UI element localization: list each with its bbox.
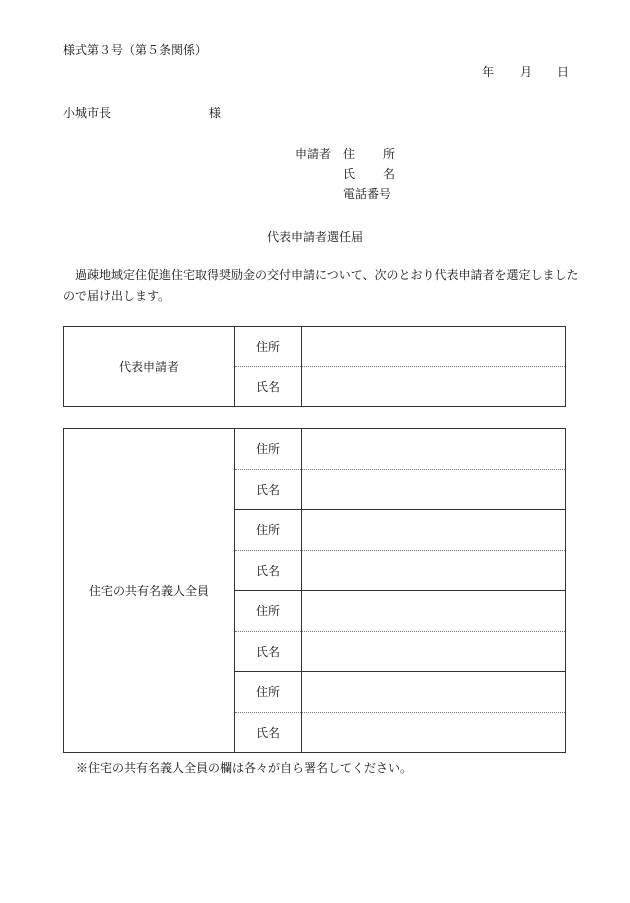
- date-year-label: 年: [482, 65, 495, 79]
- name-field[interactable]: [302, 631, 566, 672]
- date-month-label: 月: [520, 65, 533, 79]
- representative-group-label: 代表申請者: [64, 327, 235, 407]
- addressee-suffix: 様: [209, 106, 222, 120]
- name-label: 氏名: [235, 712, 302, 753]
- applicant-label: 申請者: [295, 147, 332, 161]
- applicant-name-label: 氏 名: [343, 167, 395, 181]
- co-owners-group-label: 住宅の共有名義人全員: [64, 429, 235, 753]
- footnote: ※住宅の共有名義人全員の欄は各々が自ら署名してください。: [76, 761, 413, 775]
- date-day-label: 日: [557, 65, 570, 79]
- address-label: 住所: [235, 510, 302, 551]
- address-field[interactable]: [302, 510, 566, 551]
- applicant-phone-label: 電話番号: [343, 187, 392, 201]
- table-row: [64, 429, 566, 470]
- name-label: 氏名: [235, 550, 302, 591]
- name-label: 氏名: [235, 469, 302, 510]
- name-label: 氏名: [235, 367, 302, 407]
- address-label: 住所: [235, 327, 302, 367]
- name-field[interactable]: [302, 367, 566, 407]
- address-label: 住所: [235, 672, 302, 713]
- co-owners-table: [63, 428, 566, 753]
- address-field[interactable]: [302, 591, 566, 632]
- address-field[interactable]: [302, 672, 566, 713]
- applicant-address-label: 住 所: [343, 147, 395, 161]
- name-label: 氏名: [235, 631, 302, 672]
- name-field[interactable]: [302, 469, 566, 510]
- address-field[interactable]: [302, 327, 566, 367]
- address-field[interactable]: [302, 429, 566, 470]
- body-paragraph: 過疎地域定住促進住宅取得奨励金の交付申請について、次のとおり代表申請者を選定しましたので届け出します。: [63, 268, 579, 303]
- table-row: [64, 327, 566, 367]
- address-label: 住所: [235, 429, 302, 470]
- address-label: 住所: [235, 591, 302, 632]
- representative-table: [63, 326, 566, 407]
- name-field[interactable]: [302, 712, 566, 753]
- form-number: 様式第３号（第５条関係）: [63, 43, 208, 57]
- name-field[interactable]: [302, 550, 566, 591]
- addressee-name: 小城市長: [63, 106, 112, 120]
- document-title: 代表申請者選任届: [266, 230, 363, 244]
